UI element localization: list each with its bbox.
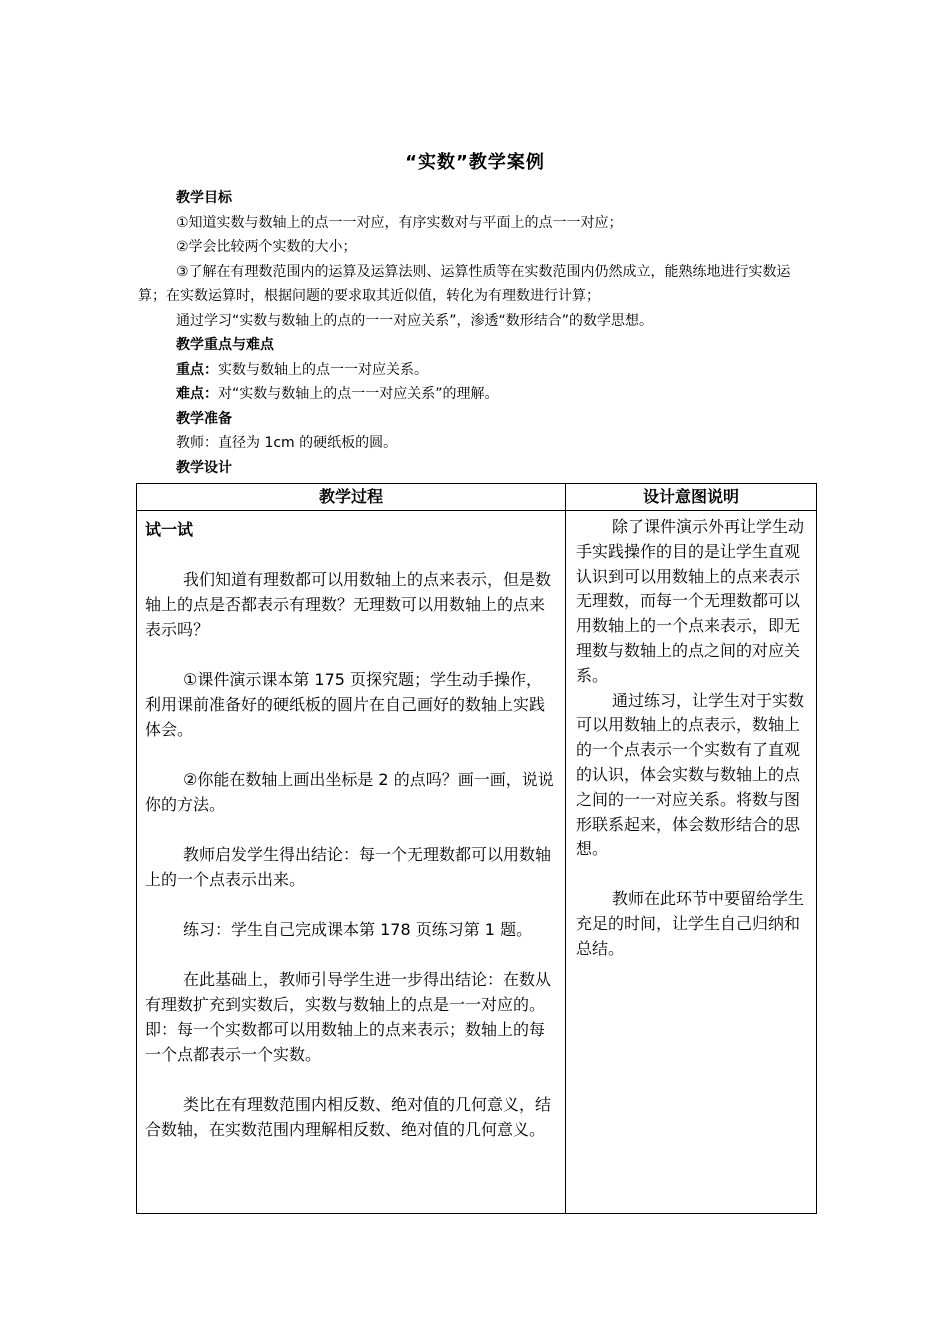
objective-item: ①知道实数与数轴上的点一一对应，有序实数对与平面上的点一一对应； [176,214,623,231]
intent-cell [566,511,817,1214]
focus-line [138,358,818,383]
process-paragraph: ①课件演示课本第 175 页探究题；学生动手操作，利用课前准备好的硬纸板的圆片在自己画好的数轴上实践体会。 [145,670,546,739]
process-column-header: 教学过程 [137,484,566,511]
focus-label: 重点： [176,361,218,378]
design-table [136,483,817,1214]
design-heading: 教学设计 [176,459,232,476]
objective-item: 通过学习“实数与数轴上的点的一一对应关系”，渗透“数形结合”的数学思想。 [176,312,654,329]
objective-item: ②学会比较两个实数的大小； [176,239,357,255]
difficulty-line [138,382,818,407]
preparation-heading: 教学准备 [176,410,232,427]
process-paragraph: 类比在有理数范围内相反数、绝对值的几何意义，结合数轴，在实数范围内理解相反数、绝对值的几何意义。 [145,1095,552,1139]
lesson-intro [138,186,818,480]
objective-item: ③了解在有理数范围内的运算及运算法则、运算性质等在实数范围内仍然成立，能熟练地进行实数运算；在实数运算时，根据问题的要求取其近似值，转化为有理数进行计算； [138,263,791,304]
process-paragraph: 在此基础上，教师引导学生进一步得出结论：在数从有理数扩充到实数后，实数与数轴上的点是一一对应的。即：每一个实数都可以用数轴上的点来表示；数轴上的每一个点都表示一个实数。 [145,970,552,1064]
intent-paragraph: 教师在此环节中要留给学生充足的时间，让学生自己归纳和总结。 [576,888,805,958]
intent-paragraph: 除了课件演示外再让学生动手实践操作的目的是让学生直观认识到可以用数轴上的点来表示无理数，而每一个无理数都可以用数轴上的一个点来表示，即无理数与数轴上的点之间的对应关系。 [576,517,805,685]
process-paragraph: 我们知道有理数都可以用数轴上的点来表示，但是数轴上的点是否都表示有理数？无理数可以用数轴上的点来表示吗？ [145,570,552,639]
difficulty-label: 难点： [176,386,218,402]
key-points-heading: 教学重点与难点 [176,337,274,353]
process-cell [137,511,566,1214]
process-paragraph: 教师启发学生得出结论：每一个无理数都可以用数轴上的一个点表示出来。 [145,845,552,889]
preparation-text: 教师：直径为 1cm 的硬纸板的圆。 [176,435,398,451]
intent-column-header: 设计意图说明 [566,484,817,511]
intent-paragraph: 通过练习，让学生对于实数可以用数轴上的点表示，数轴上的一个点表示一个实数有了直观的认识，体会实数与数轴上的点之间的一一对应关系。将数与图形联系起来，体会数形结合的思想。 [576,690,805,859]
process-paragraph: 练习：学生自己完成课本第 178 页练习第 1 题。 [183,920,533,939]
focus-text: 实数与数轴上的点一一对应关系。 [218,361,428,378]
difficulty-text: 对“实数与数轴上的点一一对应关系”的理解。 [218,386,499,402]
process-paragraph: ②你能在数轴上画出坐标是 2 的点吗？画一画，说说你的方法。 [145,770,554,814]
process-subheading: 试一试 [145,520,194,539]
page-title: “实数”教学案例 [405,152,545,173]
objectives-heading: 教学目标 [176,190,232,206]
